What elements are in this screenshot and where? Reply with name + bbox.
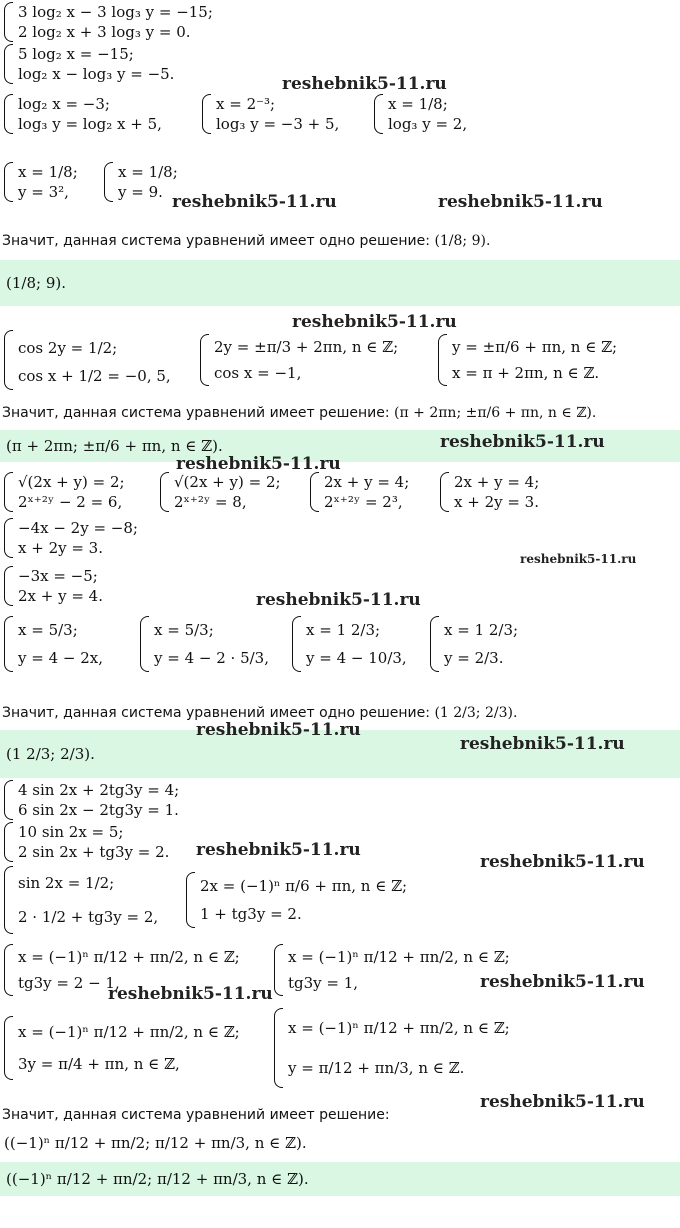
eq: x = 5/3; — [154, 621, 214, 639]
system-c10 — [430, 616, 518, 672]
conclusion-a — [2, 232, 490, 250]
answer-a — [0, 260, 680, 306]
eq: x + 2y = 3. — [454, 493, 539, 511]
system-d4 — [186, 872, 407, 928]
system-d8 — [274, 1008, 510, 1088]
system-c1 — [4, 472, 125, 512]
eq: 2 log₂ x + 3 log₃ y = 0. — [18, 23, 191, 41]
eq: y = 3², — [18, 183, 69, 201]
eq: 2y = ±π/3 + 2πn, n ∈ ℤ; — [214, 338, 399, 356]
watermark: reshebnik5-11.ru — [196, 840, 361, 860]
eq: −4x − 2y = −8; — [18, 519, 138, 537]
eq: cos x + 1/2 = −0, 5, — [18, 367, 171, 385]
eq: 2 sin 2x + tg3y = 2. — [18, 843, 170, 861]
eq: tg3y = 1, — [288, 974, 359, 992]
system-d7 — [4, 1016, 240, 1080]
system-c5 — [4, 518, 138, 558]
eq: x + 2y = 3. — [18, 539, 103, 557]
eq: y = 4 − 2 · 5/3, — [154, 649, 269, 667]
eq: 6 sin 2x − 2tg3y = 1. — [18, 801, 179, 819]
eq: log₃ y = log₂ x + 5, — [18, 115, 162, 133]
eq: 3 log₂ x − 3 log₃ y = −15; — [18, 3, 213, 21]
watermark: reshebnik5-11.ru — [480, 1092, 645, 1112]
eq: 5 log₂ x = −15; — [18, 45, 134, 63]
eq: x = π + 2πn, n ∈ ℤ. — [452, 364, 600, 382]
eq: 2ˣ⁺²ʸ − 2 = 6, — [18, 493, 123, 511]
system-c8 — [140, 616, 269, 672]
eq: cos x = −1, — [214, 364, 302, 382]
answer-d — [0, 1162, 680, 1196]
system-a7 — [104, 162, 178, 202]
answer-text: (π + 2πn; ±π/6 + πn, n ∈ ℤ). — [6, 437, 223, 455]
watermark: reshebnik5-11.ru — [480, 972, 645, 992]
eq: 1 + tg3y = 2. — [200, 905, 302, 923]
eq: x = (−1)ⁿ π/12 + πn/2, n ∈ ℤ; — [288, 1019, 510, 1037]
eq: log₃ y = −3 + 5, — [216, 115, 340, 133]
eq: x = 2⁻³; — [216, 95, 276, 113]
eq: 2ˣ⁺²ʸ = 2³, — [324, 493, 403, 511]
conclusion-text: Значит, данная система уравнений имеет решение: — [2, 1107, 390, 1123]
watermark: reshebnik5-11.ru — [292, 312, 457, 332]
eq: 2ˣ⁺²ʸ = 8, — [174, 493, 247, 511]
eq: y = 4 − 2x, — [18, 649, 103, 667]
watermark: reshebnik5-11.ru — [282, 74, 447, 94]
eq: log₂ x − log₃ y = −5. — [18, 65, 175, 83]
conclusion-text: Значит, данная система уравнений имеет одно решение: — [2, 705, 430, 721]
watermark: reshebnik5-11.ru — [108, 984, 273, 1004]
system-c7 — [4, 616, 103, 672]
system-b3 — [438, 334, 617, 386]
eq: −3x = −5; — [18, 567, 98, 585]
eq: tg3y = 2 − 1, — [18, 974, 120, 992]
watermark: reshebnik5-11.ru — [256, 590, 421, 610]
conclusion-text: Значит, данная система уравнений имеет решение: — [2, 405, 390, 421]
conclusion-value: (1 2/3; 2/3). — [434, 705, 518, 721]
conclusion-value: (1/8; 9). — [434, 233, 491, 249]
answer-text: (1/8; 9). — [6, 274, 66, 292]
eq: y = 4 − 10/3, — [306, 649, 407, 667]
eq: 4 sin 2x + 2tg3y = 4; — [18, 781, 180, 799]
eq: √(2x + y) = 2; — [174, 473, 281, 491]
eq: 10 sin 2x = 5; — [18, 823, 124, 841]
system-b1 — [4, 330, 171, 390]
watermark: reshebnik5-11.ru — [438, 192, 603, 212]
eq: x = 1 2/3; — [306, 621, 381, 639]
system-c3 — [310, 472, 409, 512]
eq: y = 2/3. — [444, 649, 504, 667]
system-d1 — [4, 780, 179, 820]
eq: x = 1/8; — [18, 163, 78, 181]
eq: x = 1 2/3; — [444, 621, 519, 639]
eq: 2x + y = 4. — [18, 587, 103, 605]
system-a3 — [4, 94, 162, 134]
watermark: reshebnik5-11.ru — [480, 852, 645, 872]
conclusion-d-value: ((−1)ⁿ π/12 + πn/2; π/12 + πn/3, n ∈ ℤ). — [4, 1134, 307, 1152]
system-c6 — [4, 566, 103, 606]
conclusion-value: (π + 2πn; ±π/6 + πn, n ∈ ℤ). — [394, 405, 597, 421]
watermark: reshebnik5-11.ru — [520, 552, 637, 566]
system-a5 — [374, 94, 467, 134]
eq: x = (−1)ⁿ π/12 + πn/2, n ∈ ℤ; — [18, 948, 240, 966]
watermark: reshebnik5-11.ru — [172, 192, 337, 212]
system-d2 — [4, 822, 169, 862]
eq: 2x = (−1)ⁿ π/6 + πn, n ∈ ℤ; — [200, 877, 408, 895]
conclusion-d — [2, 1106, 390, 1124]
system-a1 — [4, 2, 213, 42]
eq: cos 2y = 1/2; — [18, 339, 118, 357]
watermark: reshebnik5-11.ru — [176, 454, 341, 474]
eq: 2x + y = 4; — [454, 473, 540, 491]
system-a6 — [4, 162, 78, 202]
eq: sin 2x = 1/2; — [18, 874, 115, 892]
eq: 2 · 1/2 + tg3y = 2, — [18, 908, 159, 926]
system-c2 — [160, 472, 281, 512]
eq: y = ±π/6 + πn, n ∈ ℤ; — [452, 338, 618, 356]
system-a4 — [202, 94, 339, 134]
eq: 2x + y = 4; — [324, 473, 410, 491]
eq: log₂ x = −3; — [18, 95, 110, 113]
system-d3 — [4, 866, 158, 934]
eq: y = π/12 + πn/3, n ∈ ℤ. — [288, 1059, 465, 1077]
eq: log₃ y = 2, — [388, 115, 468, 133]
eq: x = (−1)ⁿ π/12 + πn/2, n ∈ ℤ; — [288, 948, 510, 966]
eq: x = (−1)ⁿ π/12 + πn/2, n ∈ ℤ; — [18, 1023, 240, 1041]
system-c4 — [440, 472, 539, 512]
eq: x = 1/8; — [118, 163, 178, 181]
conclusion-text: Значит, данная система уравнений имеет одно решение: — [2, 233, 430, 249]
eq: y = 9. — [118, 183, 163, 201]
eq: x = 5/3; — [18, 621, 78, 639]
answer-text: ((−1)ⁿ π/12 + πn/2; π/12 + πn/3, n ∈ ℤ). — [6, 1170, 309, 1188]
answer-text: (1 2/3; 2/3). — [6, 745, 95, 763]
watermark: reshebnik5-11.ru — [460, 734, 625, 754]
eq: x = 1/8; — [388, 95, 448, 113]
system-b2 — [200, 334, 398, 386]
conclusion-b — [2, 404, 596, 422]
eq: √(2x + y) = 2; — [18, 473, 125, 491]
eq: 3y = π/4 + πn, n ∈ ℤ, — [18, 1055, 180, 1073]
watermark: reshebnik5-11.ru — [196, 720, 361, 740]
system-d6 — [274, 944, 510, 996]
watermark: reshebnik5-11.ru — [440, 432, 605, 452]
system-a2 — [4, 44, 174, 84]
system-c9 — [292, 616, 407, 672]
